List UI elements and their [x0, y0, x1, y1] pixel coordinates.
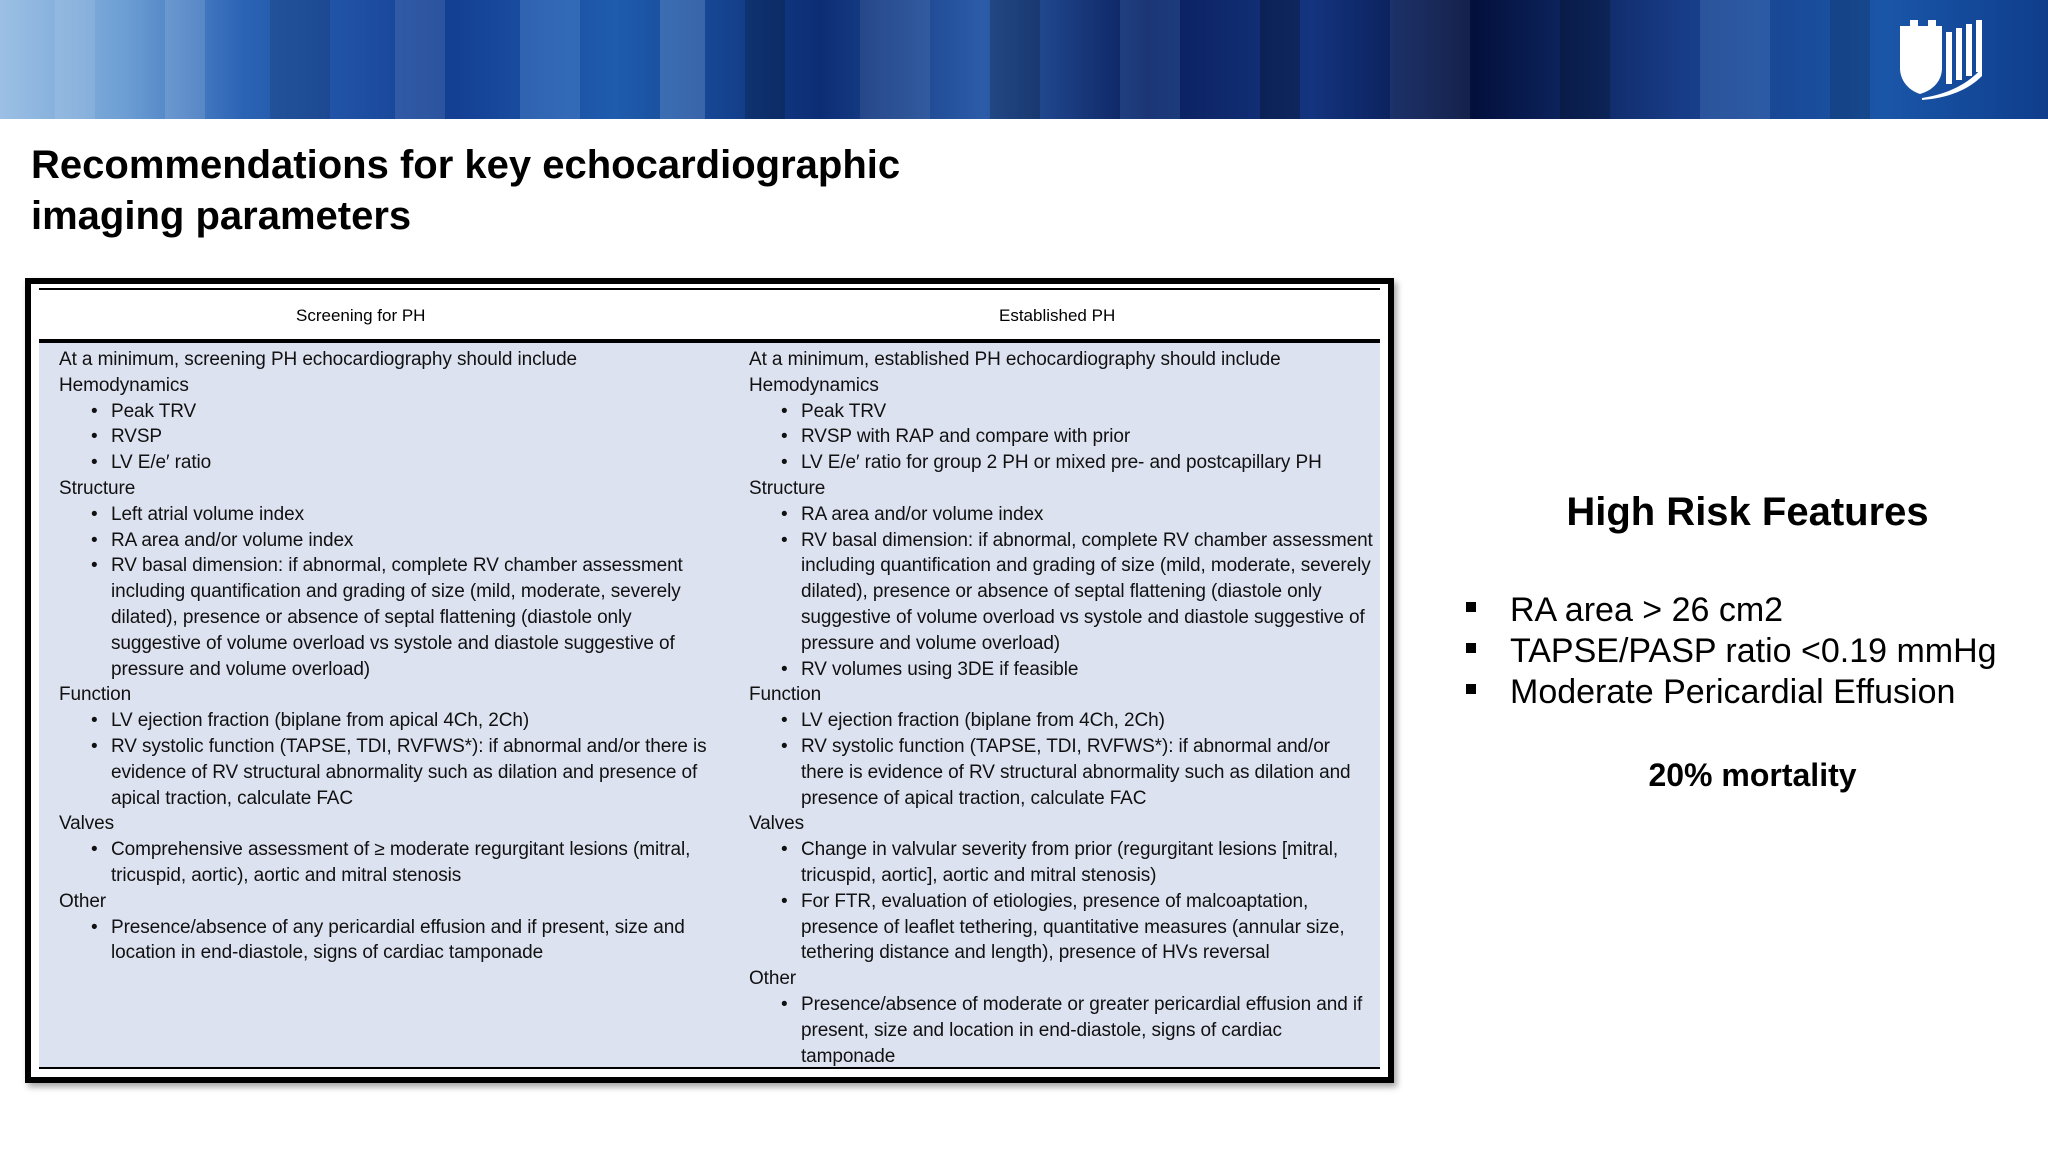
list-item: • RV volumes using 3DE if feasible — [781, 658, 1079, 680]
university-shield-logo-icon — [1898, 18, 1986, 100]
list-item: • RVSP — [91, 426, 162, 448]
list-item: • Presence/absence of moderate or greater pericardial effusion and if present, size and location in end-diastole, signs of cardiac tamponade — [781, 993, 1363, 1067]
section-heading: Hemodynamics — [59, 374, 189, 396]
list-item: • RVSP with RAP and compare with prior — [781, 426, 1131, 448]
list-item: • Comprehensive assessment of ≥ moderate regurgitant lesions (mitral, tricuspid, aortic), aortic and mitral stenosis — [91, 839, 691, 886]
screening-intro: At a minimum, screening PH echocardiography should include — [59, 349, 578, 370]
section-heading: Valves — [59, 813, 115, 835]
list-item: • Left atrial volume index — [91, 503, 304, 525]
header-banner — [0, 0, 2048, 119]
section-heading: Function — [59, 684, 132, 706]
list-item: • RA area and/or volume index — [91, 529, 354, 551]
list-item: • Presence/absence of any pericardial effusion and if present, size and location in end-diastole, signs of cardiac tamponade — [91, 916, 685, 964]
list-item: • Peak TRV — [91, 400, 197, 422]
list-item: • RA area and/or volume index — [781, 503, 1044, 525]
screening-column — [59, 347, 719, 966]
list-item: • RV basal dimension: if abnormal, complete RV chamber assessment including quantification and grading of size (mild, moderate, severely dilated), presence or absence of septal flattening (diastole only suggestive of volume overload vs systole and diastole suggestive of pressure and volume overload) — [91, 555, 683, 680]
list-item: • LV ejection fraction (biplane from 4Ch, 2Ch) — [781, 710, 1165, 732]
table-header-row — [39, 290, 1380, 339]
list-item: • For FTR, evaluation of etiologies, presence of malcoaptation, presence of leaflet tethering, quantitative measures (annular size, tethering distance and length), presence of HVs reversal — [781, 890, 1345, 964]
slide-title: Recommendations for key echocardiographic imaging parameters — [31, 143, 901, 238]
high-risk-title: High Risk Features — [1566, 490, 1929, 534]
high-risk-list — [1462, 590, 1997, 713]
list-item: TAPSE/PASP ratio <0.19 mmHg — [1462, 631, 1997, 672]
section-heading: Other — [749, 968, 797, 990]
section-heading: Hemodynamics — [749, 374, 879, 396]
established-column — [749, 347, 1375, 1069]
echo-recommendations-table — [25, 278, 1394, 1083]
square-bullet-icon — [1466, 643, 1476, 653]
list-item: • RV systolic function (TAPSE, TDI, RVFWS*): if abnormal and/or there is evidence of RV structural abnormality such as dilation and presence of apical traction, calculate FAC — [91, 735, 707, 809]
column-header-established: Established PH — [999, 306, 1116, 325]
mortality-text: 20% mortality — [1648, 757, 1857, 793]
square-bullet-icon — [1466, 602, 1476, 612]
section-heading: Other — [59, 890, 107, 912]
list-item: • LV E/e′ ratio for group 2 PH or mixed pre- and postcapillary PH — [781, 452, 1322, 474]
list-item: • Peak TRV — [781, 400, 887, 422]
section-heading: Structure — [749, 477, 826, 499]
list-item: RA area > 26 cm2 — [1462, 590, 1997, 631]
list-item: • RV systolic function (TAPSE, TDI, RVFWS*): if abnormal and/or there is evidence of RV structural abnormality such as dilation and presence of apical traction, calculate FAC — [781, 735, 1351, 809]
list-item: • LV E/e′ ratio — [91, 452, 212, 474]
section-heading: Structure — [59, 477, 136, 499]
list-item: • LV ejection fraction (biplane from apical 4Ch, 2Ch) — [91, 710, 530, 732]
list-item: Moderate Pericardial Effusion — [1462, 672, 1997, 713]
section-heading: Function — [749, 684, 822, 706]
established-intro: At a minimum, established PH echocardiography should include — [749, 349, 1281, 370]
column-header-screening: Screening for PH — [296, 306, 426, 325]
square-bullet-icon — [1466, 684, 1476, 694]
section-heading: Valves — [749, 813, 805, 835]
list-item: • Change in valvular severity from prior (regurgitant lesions [mitral, tricuspid, aortic], aortic and mitral stenosis) — [781, 839, 1339, 886]
list-item: • RV basal dimension: if abnormal, complete RV chamber assessment including quantification and grading of size (mild, moderate, severely dilated), presence or absence of septal flattening (diastole only suggestive of volume overload vs systole and diastole suggestive of pressure and volume overload) — [781, 529, 1373, 654]
